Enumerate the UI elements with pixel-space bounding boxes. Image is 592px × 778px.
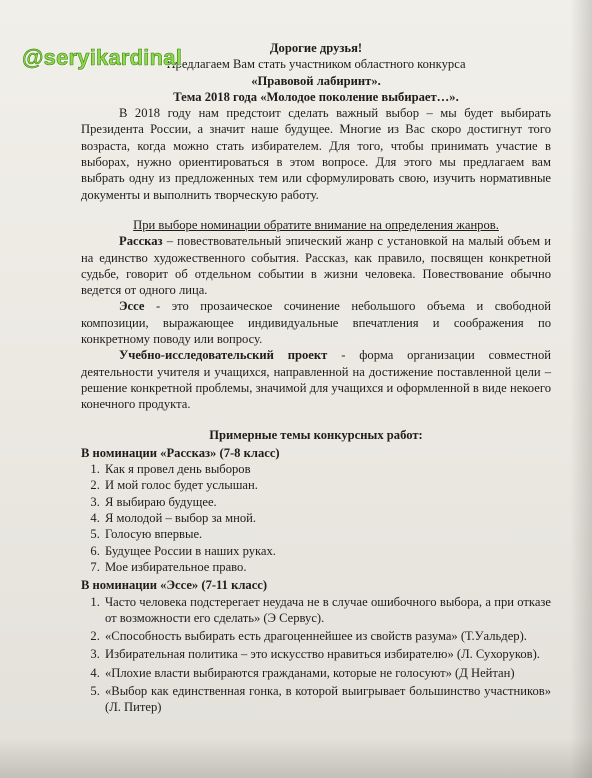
contest-theme: Тема 2018 года «Молодое поколение выбирает…». bbox=[173, 89, 459, 104]
watermark-text: @seryikardinal bbox=[22, 45, 183, 70]
document-body bbox=[81, 40, 551, 718]
topics-title: Примерные темы конкурсных работ: bbox=[209, 427, 423, 442]
story-topics-list bbox=[81, 461, 551, 575]
list-item: 7. Мое избирательное право. bbox=[103, 559, 551, 575]
list-item: 4. «Плохие власти выбираются гражданами, которые не голосуют» (Д Нейтан) bbox=[103, 665, 551, 681]
genre-essay bbox=[81, 298, 551, 347]
list-item: 2. И мой голос будет услышан. bbox=[103, 477, 551, 493]
nomination-heading-story: В номинации «Рассказ» (7-8 класс) bbox=[81, 445, 280, 460]
list-item: 6. Будущее России в наших руках. bbox=[103, 543, 551, 559]
page-shadow-right bbox=[570, 0, 592, 778]
genre-definition: - форма организации совместной деятельности учителя и учащихся, направленной на достижение поставленной цели – решение конкретной проблемы, значимой для учащихся и оформленной в виде некоего конечного продукта. bbox=[81, 348, 551, 412]
greeting: Дорогие друзья! bbox=[269, 41, 363, 55]
nomination-heading-essay: В номинации «Эссе» (7-11 класс) bbox=[81, 578, 268, 593]
genre-definition: - это прозаическое сочинение небольшого объема и свободной композиции, выражающее индивидуальные впечатления и соображения по конкретному поводу или вопросу. bbox=[81, 299, 551, 347]
essay-topics-list bbox=[81, 594, 551, 716]
genre-term: Рассказ bbox=[119, 234, 163, 249]
invite-line: Предлагаем Вам стать участником областного конкурса bbox=[166, 57, 466, 72]
intro-paragraph: В 2018 году нам предстоит сделать важный выбор – мы будет выбирать Президента России, а значит наше будущее. Многие из Вас скоро достигнут того возраста, когда можно стать избирателем. Для того, чтобы принимать участие в выборах, нужно ориентироваться в этом вопросе. Для этого мы предлагаем вам выбрать одну из предложенных тем или сформулировать свою, изучить нормативные документы и выполнить творческую работу. bbox=[81, 106, 551, 202]
page-shadow-bottom bbox=[0, 738, 592, 778]
contest-name: «Правовой лабиринт». bbox=[251, 73, 381, 88]
list-item: 5. «Выбор как единственная гонка, в которой выигрывает большинство участников» (Л. Питер) bbox=[103, 683, 551, 716]
genre-definition: – повествовательный эпический жанр с установкой на малый объем и на единство художественного события. Рассказ, как правило, посвящен конкретной судьбе, говорит об отдельном событии в жизни человека. Повествование обычно ведется от одного лица. bbox=[81, 234, 551, 298]
list-item: 1. Часто человека подстерегает неудача не в случае ошибочного выбора, а при отказе от возможности его сделать» (Э Сервус). bbox=[103, 594, 551, 627]
list-item: 3. Я выбираю будущее. bbox=[103, 494, 551, 510]
list-item: 3. Избирательная политика – это искусство нравиться избирателю» (Л. Сухоруков). bbox=[103, 646, 551, 662]
list-item: 4. Я молодой – выбор за мной. bbox=[103, 510, 551, 526]
list-item: 2. «Способность выбирать есть драгоценнейшее из свойств разума» (Т.Уальдер). bbox=[103, 628, 551, 644]
genre-story bbox=[81, 233, 551, 298]
genre-project bbox=[81, 347, 551, 412]
genre-term: Эссе bbox=[119, 299, 145, 314]
list-item: 5. Голосую впервые. bbox=[103, 526, 551, 542]
genres-note bbox=[81, 217, 551, 233]
genres-note-text: При выборе номинации обратите внимание на определения жанров. bbox=[133, 217, 499, 232]
genre-term: Учебно-исследовательский проект bbox=[119, 348, 328, 363]
list-item: 1. Как я провел день выборов bbox=[103, 461, 551, 477]
